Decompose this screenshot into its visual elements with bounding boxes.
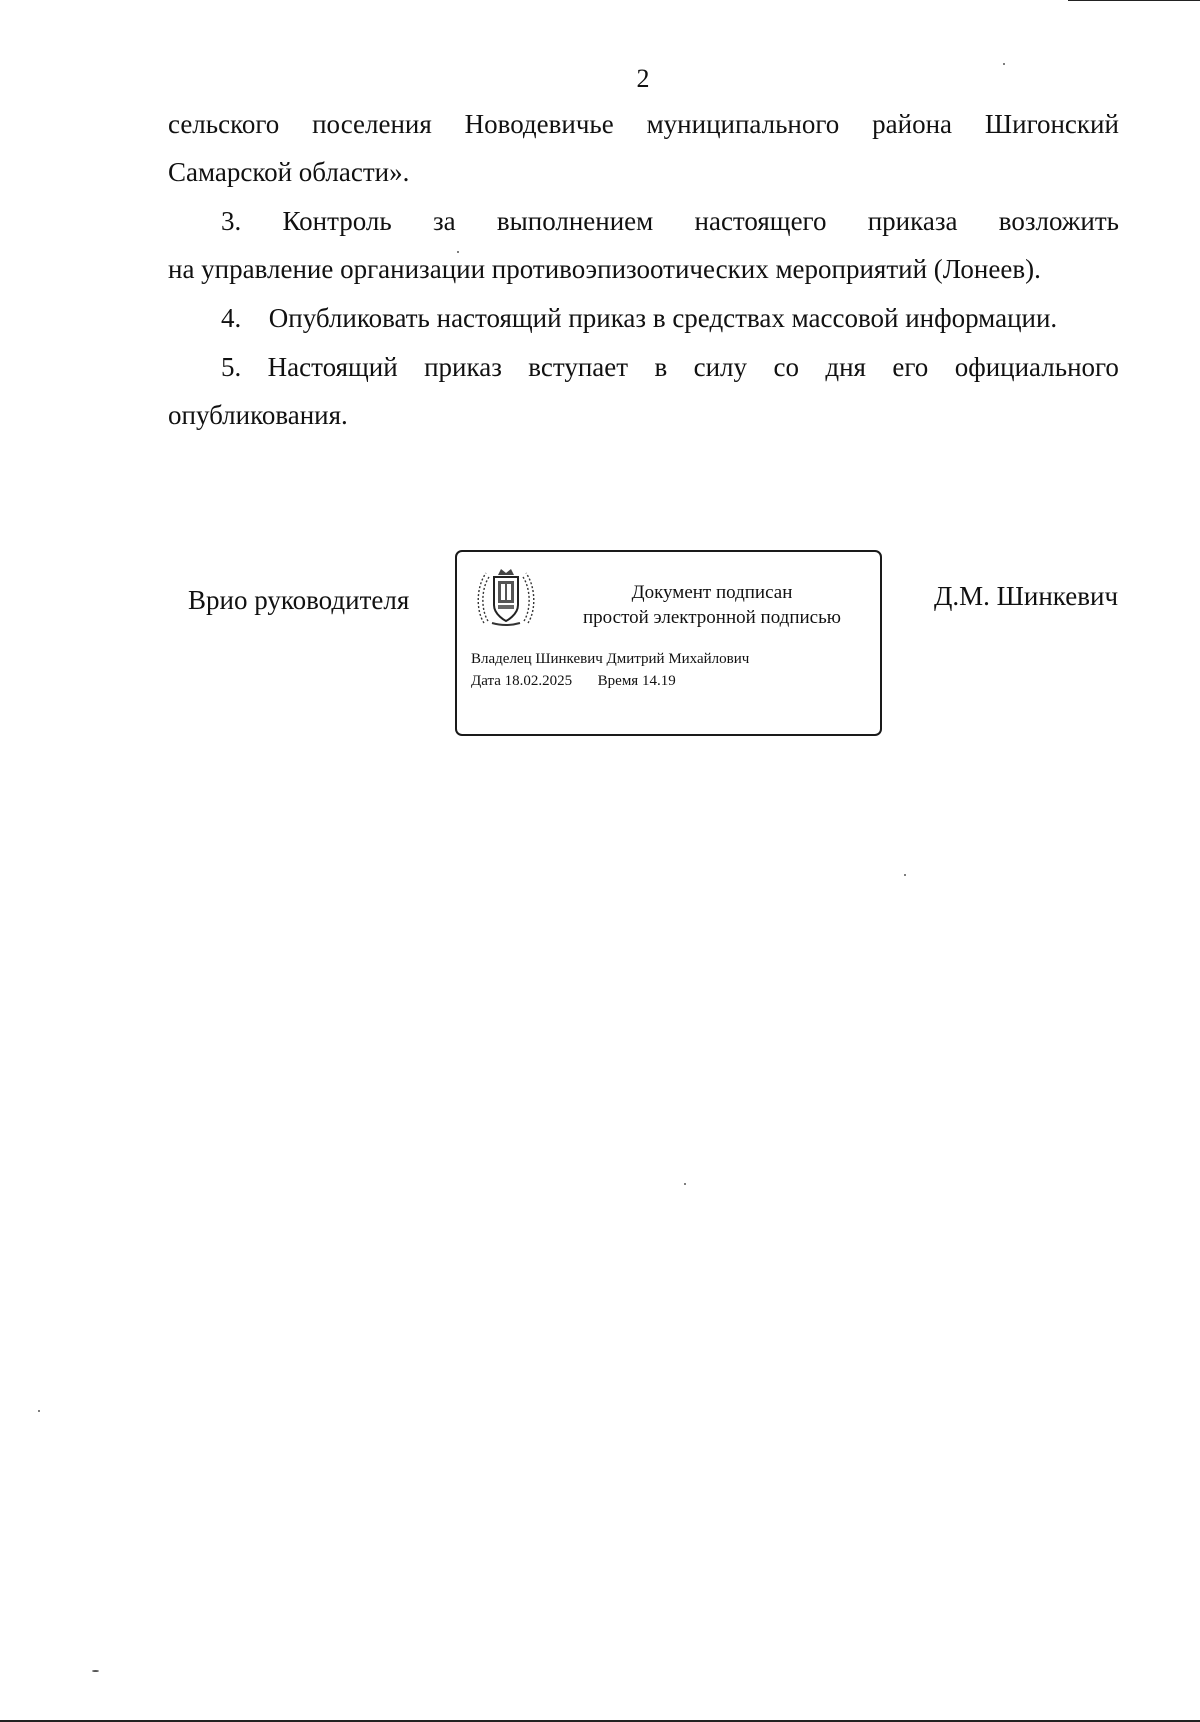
word: приказ	[424, 352, 502, 382]
item-number: 5.	[221, 352, 242, 382]
word: в	[654, 352, 668, 382]
word: приказа	[867, 206, 958, 236]
word: района	[872, 109, 953, 139]
page-number: 2	[636, 64, 650, 93]
word: Шигонский	[984, 109, 1119, 139]
stamp-heading	[557, 580, 867, 630]
electronic-signature-stamp	[455, 550, 882, 736]
word: поселения	[312, 109, 432, 139]
word: Контроль	[282, 206, 392, 236]
word: Новодевичье	[464, 109, 614, 139]
word: его	[892, 352, 929, 382]
scan-speck	[38, 1410, 40, 1412]
signer-name: Д.М. Шинкевич	[934, 581, 1119, 611]
time-value: 14.19	[641, 673, 676, 689]
word: выполнением	[496, 206, 654, 236]
paragraph-line: Самарской области».	[168, 157, 410, 187]
word: возложить	[998, 206, 1119, 236]
stamp-heading-line-2: простой электронной подписью	[583, 607, 841, 628]
word: дня	[825, 352, 866, 382]
word: настоящего	[694, 206, 827, 236]
word: муниципального	[646, 109, 840, 139]
stamp-heading-line-1: Документ подписан	[631, 582, 793, 603]
coat-of-arms-icon	[474, 565, 538, 629]
signature-block	[0, 0, 1200, 760]
signer-title: Врио руководителя	[188, 585, 410, 615]
scan-speck	[684, 1183, 686, 1185]
time-label: Время	[597, 673, 639, 689]
scan-speck	[904, 874, 906, 876]
stamp-owner-row	[471, 648, 749, 670]
item-number: 4.	[221, 303, 242, 333]
owner-label: Владелец	[471, 651, 532, 667]
paragraph-line: опубликования.	[168, 400, 348, 430]
word: вступает	[528, 352, 629, 382]
item-number: 3.	[221, 206, 242, 236]
scan-speck	[92, 1670, 99, 1672]
stamp-details	[471, 648, 749, 692]
word: официального	[954, 352, 1119, 382]
stamp-datetime-row	[471, 670, 749, 692]
owner-name: Шинкевич Дмитрий Михайлович	[535, 651, 750, 667]
date-value: 18.02.2025	[504, 673, 573, 689]
date-label: Дата	[471, 673, 501, 689]
word: сельского	[168, 109, 280, 139]
paragraph-line: на управление организации противоэпизоотических мероприятий (Лонеев).	[168, 254, 1041, 284]
item-text: Опубликовать настоящий приказ в средствах массовой информации.	[268, 303, 1058, 333]
word: Настоящий	[267, 352, 398, 382]
word: силу	[693, 352, 748, 382]
word: за	[432, 206, 456, 236]
word: со	[773, 352, 799, 382]
